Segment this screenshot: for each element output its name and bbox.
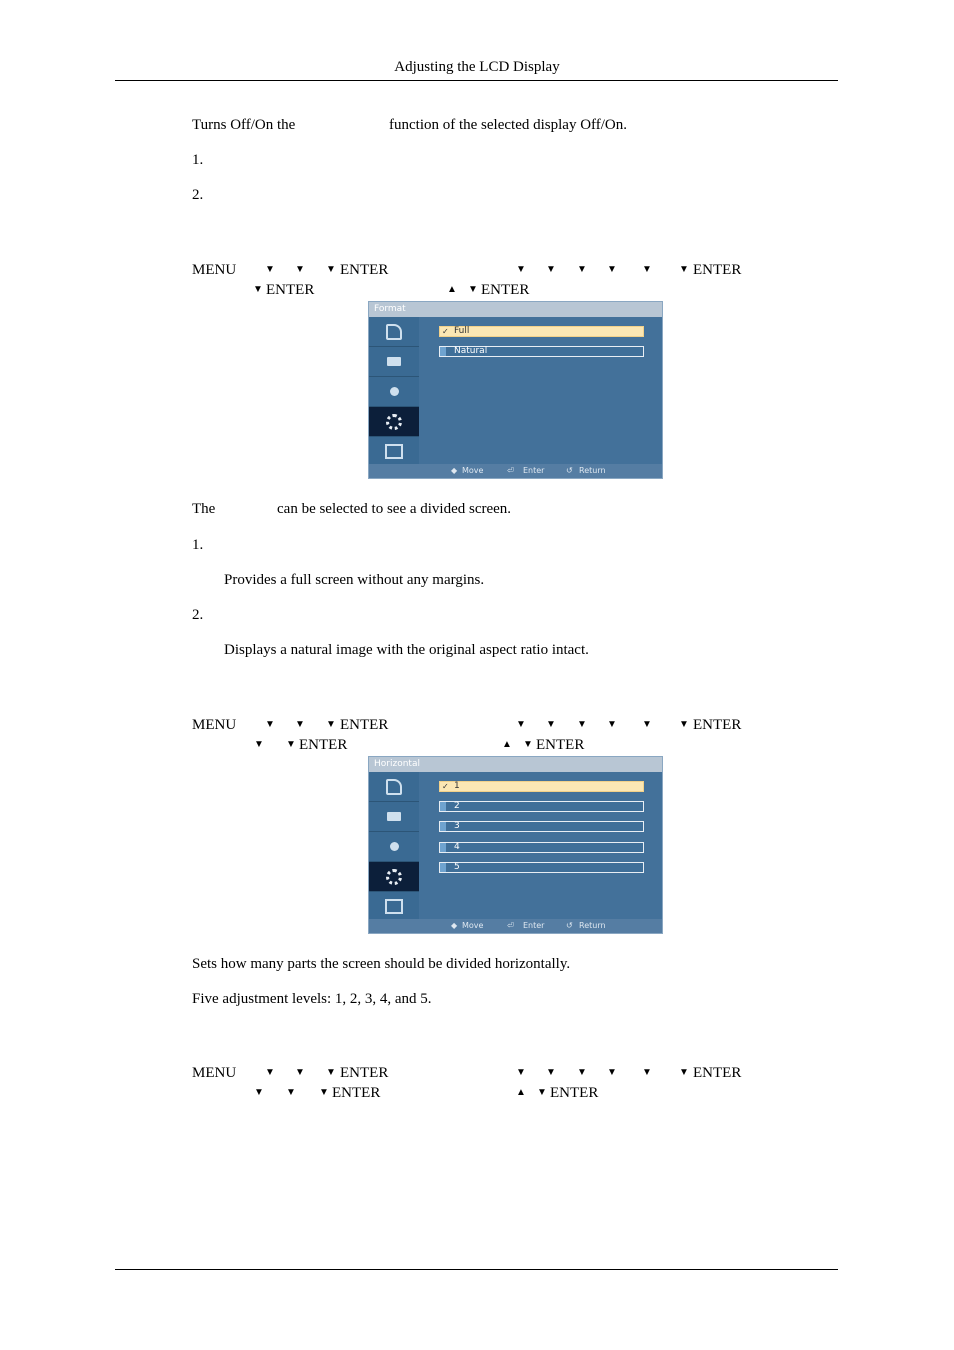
nav-enter-label: ENTER <box>693 1065 742 1081</box>
down-arrow-icon: ▼ <box>523 739 533 750</box>
page-header-title: Adjusting the LCD Display <box>394 59 560 75</box>
footer-rule <box>115 1269 838 1270</box>
section2-intro-post: can be selected to see a divided screen. <box>277 501 512 517</box>
picture-icon[interactable] <box>369 802 419 832</box>
checkmark-icon: ✓ <box>442 327 449 336</box>
nav-enter-label: ENTER <box>481 282 530 298</box>
osd-body <box>419 772 662 919</box>
antenna-icon[interactable] <box>369 772 419 802</box>
nav-enter-label: ENTER <box>340 262 389 278</box>
down-arrow-icon: ▼ <box>516 264 526 275</box>
osd-option-label: 5 <box>454 862 460 872</box>
return-icon: ↺ <box>566 921 573 930</box>
osd-option-label: 3 <box>454 821 460 831</box>
option-marker <box>440 822 446 831</box>
nav-enter-label: ENTER <box>536 737 585 753</box>
down-arrow-icon: ▼ <box>642 1067 652 1078</box>
option-marker <box>440 843 446 852</box>
section2-item-2-num: 2. <box>192 607 204 623</box>
section1-item-1: 1. <box>192 152 204 168</box>
down-arrow-icon: ▼ <box>295 264 305 275</box>
osd-title: Horizontal <box>369 757 662 772</box>
antenna-icon[interactable] <box>369 317 419 347</box>
multi-screen-icon[interactable] <box>369 892 419 922</box>
section3-line-2: Five adjustment levels: 1, 2, 3, 4, and 5. <box>192 991 432 1007</box>
section2-item-2-desc: Displays a natural image with the original aspect ratio intact. <box>224 642 589 658</box>
osd-option-3[interactable] <box>439 821 644 832</box>
nav-enter-label: ENTER <box>340 717 389 733</box>
down-arrow-icon: ▼ <box>546 1067 556 1078</box>
osd-option-label: Full <box>454 326 470 336</box>
nav-menu-label: MENU <box>192 262 237 278</box>
sound-icon[interactable] <box>369 377 419 407</box>
sound-icon[interactable] <box>369 832 419 862</box>
osd-option-natural[interactable] <box>439 346 644 357</box>
header-rule <box>115 80 838 81</box>
nav-enter-label: ENTER <box>332 1085 381 1101</box>
down-arrow-icon: ▼ <box>265 264 275 275</box>
enter-icon: ⏎ <box>507 466 514 475</box>
down-arrow-icon: ▼ <box>537 1087 547 1098</box>
nav-enter-label: ENTER <box>693 717 742 733</box>
enter-icon: ⏎ <box>507 921 514 930</box>
section2-item-1-num: 1. <box>192 537 204 553</box>
multi-screen-icon[interactable] <box>369 437 419 467</box>
move-arrows-icon: ◆ <box>451 466 458 475</box>
checkmark-icon: ✓ <box>442 782 449 791</box>
move-arrows-icon: ◆ <box>451 921 458 930</box>
section2-intro-pre: The <box>192 501 216 517</box>
osd-horizontal-menu <box>368 756 663 934</box>
setup-gear-icon[interactable] <box>369 862 419 892</box>
return-icon: ↺ <box>566 466 573 475</box>
down-arrow-icon: ▼ <box>607 1067 617 1078</box>
down-arrow-icon: ▼ <box>679 719 689 730</box>
nav-enter-label: ENTER <box>550 1085 599 1101</box>
up-arrow-icon: ▲ <box>516 1087 526 1098</box>
osd-option-1[interactable] <box>439 781 644 792</box>
option-marker <box>440 802 446 811</box>
osd-body <box>419 317 662 464</box>
footer-move-label: Move <box>462 466 484 475</box>
down-arrow-icon: ▼ <box>607 264 617 275</box>
nav-enter-label: ENTER <box>693 262 742 278</box>
footer-return-label: Return <box>579 466 606 475</box>
osd-option-label: 4 <box>454 842 460 852</box>
down-arrow-icon: ▼ <box>642 719 652 730</box>
up-arrow-icon: ▲ <box>502 739 512 750</box>
down-arrow-icon: ▼ <box>254 739 264 750</box>
down-arrow-icon: ▼ <box>516 1067 526 1078</box>
down-arrow-icon: ▼ <box>679 264 689 275</box>
osd-option-2[interactable] <box>439 801 644 812</box>
section1-item-2: 2. <box>192 187 204 203</box>
osd-footer <box>369 464 662 478</box>
down-arrow-icon: ▼ <box>607 719 617 730</box>
setup-gear-icon[interactable] <box>369 407 419 437</box>
up-arrow-icon: ▲ <box>447 284 457 295</box>
section3-line-1: Sets how many parts the screen should be divided horizontally. <box>192 956 571 972</box>
osd-option-5[interactable] <box>439 862 644 873</box>
down-arrow-icon: ▼ <box>546 719 556 730</box>
nav-enter-label: ENTER <box>340 1065 389 1081</box>
nav-menu-label: MENU <box>192 1065 237 1081</box>
nav-menu-label: MENU <box>192 717 237 733</box>
down-arrow-icon: ▼ <box>679 1067 689 1078</box>
footer-return-label: Return <box>579 921 606 930</box>
down-arrow-icon: ▼ <box>326 264 336 275</box>
osd-option-4[interactable] <box>439 842 644 853</box>
down-arrow-icon: ▼ <box>286 739 296 750</box>
down-arrow-icon: ▼ <box>468 284 478 295</box>
down-arrow-icon: ▼ <box>577 264 587 275</box>
osd-format-menu <box>368 301 663 479</box>
footer-enter-label: Enter <box>523 466 545 475</box>
down-arrow-icon: ▼ <box>577 719 587 730</box>
osd-option-label: 2 <box>454 801 460 811</box>
down-arrow-icon: ▼ <box>295 719 305 730</box>
nav-enter-label: ENTER <box>299 737 348 753</box>
down-arrow-icon: ▼ <box>577 1067 587 1078</box>
down-arrow-icon: ▼ <box>295 1067 305 1078</box>
osd-title: Format <box>369 302 662 317</box>
nav-enter-label: ENTER <box>266 282 315 298</box>
down-arrow-icon: ▼ <box>265 719 275 730</box>
down-arrow-icon: ▼ <box>254 1087 264 1098</box>
down-arrow-icon: ▼ <box>265 1067 275 1078</box>
down-arrow-icon: ▼ <box>546 264 556 275</box>
osd-option-label: 1 <box>454 781 460 791</box>
section2-item-1-desc: Provides a full screen without any margins. <box>224 572 485 588</box>
osd-option-full[interactable] <box>439 326 644 337</box>
down-arrow-icon: ▼ <box>642 264 652 275</box>
down-arrow-icon: ▼ <box>319 1087 329 1098</box>
osd-option-label: Natural <box>454 346 488 356</box>
section1-intro-post: function of the selected display Off/On. <box>389 117 627 133</box>
picture-icon[interactable] <box>369 347 419 377</box>
down-arrow-icon: ▼ <box>326 719 336 730</box>
option-marker <box>440 347 446 356</box>
section1-intro-pre: Turns Off/On the <box>192 117 296 133</box>
down-arrow-icon: ▼ <box>326 1067 336 1078</box>
osd-footer <box>369 919 662 933</box>
footer-enter-label: Enter <box>523 921 545 930</box>
down-arrow-icon: ▼ <box>516 719 526 730</box>
footer-move-label: Move <box>462 921 484 930</box>
option-marker <box>440 863 446 872</box>
down-arrow-icon: ▼ <box>286 1087 296 1098</box>
down-arrow-icon: ▼ <box>253 284 263 295</box>
